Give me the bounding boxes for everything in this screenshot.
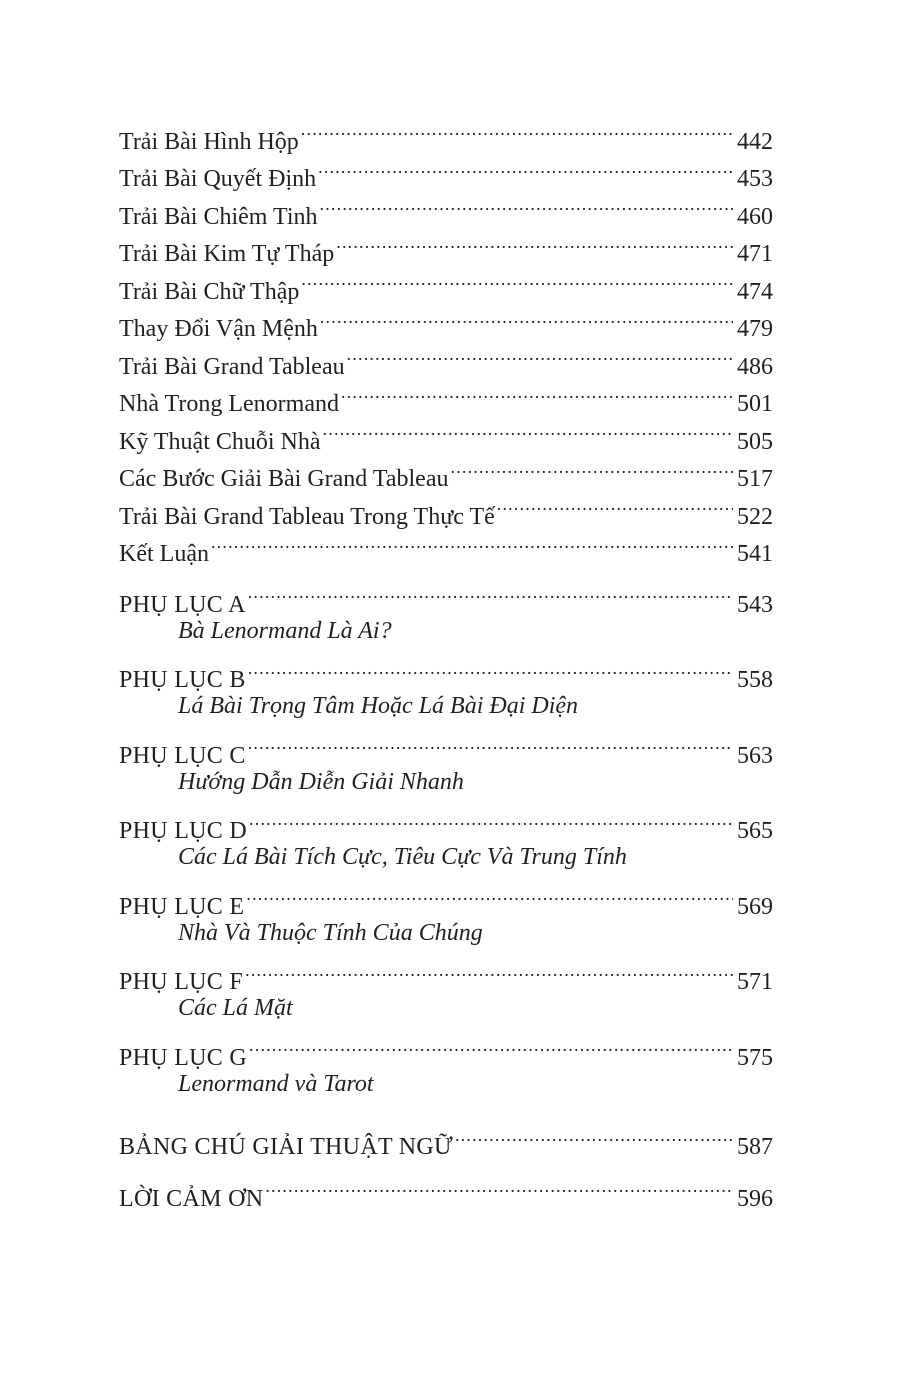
toc-entry-page: 505 — [737, 428, 773, 455]
dot-leader — [249, 1027, 733, 1065]
dot-leader — [301, 111, 733, 149]
glossary-page: 587 — [737, 1134, 773, 1160]
appendix-subtitle: Hướng Dẫn Diễn Giải Nhanh — [178, 768, 464, 795]
toc-entry-title: Trải Bài Grand Tableau — [119, 353, 345, 380]
glossary-title: BẢNG CHÚ GIẢI THUẬT NGỮ — [119, 1134, 453, 1160]
toc-entry-title: Trải Bài Grand Tableau Trong Thực Tế — [119, 503, 495, 530]
dot-leader — [455, 1117, 733, 1155]
appendix-subtitle: Lá Bài Trọng Tâm Hoặc Lá Bài Đại Diện — [178, 693, 579, 719]
toc-entry-title: Trải Bài Kim Tự Tháp — [119, 241, 335, 267]
appendix-subtitle: Lenormand và Tarot — [178, 1070, 374, 1097]
toc-entry-title: Trải Bài Chữ Thập — [119, 278, 300, 305]
toc-entry-title: Trải Bài Hình Hộp — [119, 128, 299, 155]
appendix-subtitle: Các Lá Mặt — [178, 995, 293, 1021]
toc-entry-title: Trải Bài Chiêm Tinh — [119, 203, 318, 230]
dot-leader — [497, 486, 733, 524]
appendix-page: 558 — [737, 667, 773, 693]
dot-leader — [336, 224, 733, 262]
appendix-page: 571 — [737, 969, 773, 995]
appendix-page: 565 — [737, 818, 773, 844]
dot-leader — [248, 725, 733, 763]
dot-leader — [320, 186, 733, 224]
toc-entry-page: 442 — [737, 128, 773, 155]
appendix-title: PHỤ LỤC G — [119, 1044, 248, 1071]
section-spacer — [119, 561, 773, 574]
appendix-entry[interactable] — [119, 1027, 773, 1071]
appendix-entry[interactable] — [119, 725, 773, 769]
appendix-title: PHỤ LỤC A — [119, 591, 246, 618]
toc-entry-title: Thay Đổi Vận Mệnh — [119, 316, 318, 342]
dot-leader — [318, 149, 733, 187]
dot-leader — [249, 801, 733, 839]
appendix-page: 569 — [737, 893, 773, 920]
toc-entry-page: 517 — [737, 466, 773, 492]
section-spacer — [119, 1103, 773, 1117]
toc-entry[interactable] — [119, 524, 773, 567]
glossary-entry[interactable] — [119, 1117, 773, 1160]
acknowledgements-page: 596 — [737, 1185, 773, 1212]
toc-entry-title: Nhà Trong Lenormand — [119, 391, 339, 417]
toc-entry-page: 460 — [737, 203, 773, 230]
appendix-title: PHỤ LỤC B — [119, 667, 246, 693]
appendix-page: 563 — [737, 742, 773, 769]
acknowledgements-title: LỜI CẢM ƠN — [119, 1185, 264, 1212]
appendix-entry[interactable] — [119, 574, 773, 618]
dot-leader — [347, 336, 733, 374]
toc-entry-title: Trải Bài Quyết Định — [119, 166, 317, 192]
appendix-title: PHỤ LỤC F — [119, 969, 244, 995]
dot-leader — [248, 650, 733, 688]
appendix-title: PHỤ LỤC E — [119, 893, 245, 920]
toc-entry-page: 471 — [737, 241, 773, 267]
dot-leader — [265, 1168, 733, 1206]
toc-entry-page: 474 — [737, 278, 773, 305]
dot-leader — [301, 261, 733, 299]
table-of-contents — [119, 111, 773, 1212]
dot-leader — [246, 876, 733, 914]
dot-leader — [320, 299, 733, 337]
acknowledgements-entry[interactable] — [119, 1168, 773, 1212]
toc-entry-page: 479 — [737, 316, 773, 342]
appendix-entry[interactable] — [119, 952, 773, 995]
toc-entry-title: Kỹ Thuật Chuỗi Nhà — [119, 428, 321, 455]
toc-entry-title: Kết Luận — [119, 541, 209, 567]
toc-entry-page: 541 — [737, 541, 773, 567]
appendix-page: 543 — [737, 591, 773, 618]
appendix-page: 575 — [737, 1044, 773, 1071]
appendix-subtitle: Các Lá Bài Tích Cực, Tiêu Cực Và Trung Tính — [178, 844, 627, 870]
dot-leader — [245, 952, 733, 990]
dot-leader — [248, 574, 733, 612]
dot-leader — [450, 449, 733, 487]
dot-leader — [323, 411, 733, 449]
toc-entry-title: Các Bước Giải Bài Grand Tableau — [119, 466, 449, 492]
appendix-subtitle: Bà Lenormand Là Ai? — [178, 617, 392, 644]
appendix-title: PHỤ LỤC D — [119, 818, 248, 844]
appendix-title: PHỤ LỤC C — [119, 742, 246, 769]
toc-entry[interactable] — [119, 111, 773, 155]
toc-entry-page: 501 — [737, 391, 773, 417]
appendix-entry[interactable] — [119, 876, 773, 920]
appendix-entry[interactable] — [119, 650, 773, 693]
dot-leader — [341, 374, 733, 412]
appendix-subtitle: Nhà Và Thuộc Tính Của Chúng — [178, 919, 483, 946]
appendix-entry[interactable] — [119, 801, 773, 844]
toc-entry-page: 453 — [737, 166, 773, 192]
dot-leader — [211, 524, 733, 562]
toc-entry-page: 522 — [737, 503, 773, 530]
toc-entry-page: 486 — [737, 353, 773, 380]
